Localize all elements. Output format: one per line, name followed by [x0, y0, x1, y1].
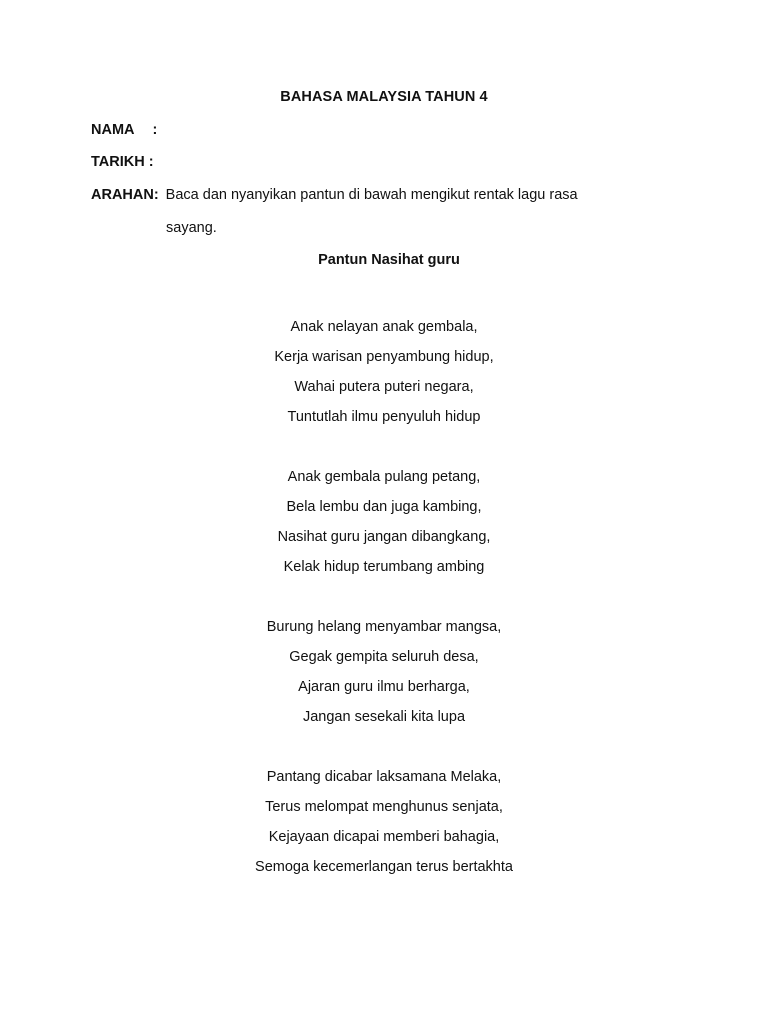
poem-title: Pantun Nasihat guru [318, 252, 460, 268]
poem-line: Anak gembala pulang petang, [287, 469, 481, 485]
poem-line: Anak nelayan anak gembala, [290, 319, 478, 335]
poem-line: Terus melompat menghunus senjata, [265, 799, 503, 815]
poem-body [0, 316, 768, 916]
poem-line: Burung helang menyambar mangsa, [266, 619, 502, 635]
tarikh-field [91, 154, 154, 170]
nama-colon: : [152, 122, 158, 138]
poem-line: Wahai putera puteri negara, [294, 379, 474, 395]
stanza-1 [0, 316, 768, 436]
stanza-4 [0, 766, 768, 886]
nama-label: NAMA [91, 122, 135, 138]
instruction-label: ARAHAN: [91, 187, 159, 203]
instruction-text: Baca dan nyanyikan pantun di bawah mengikut rentak lagu rasa [165, 187, 578, 203]
poem-line: Kelak hidup terumbang ambing [283, 559, 485, 575]
poem-line: Tuntutlah ilmu penyuluh hidup [287, 409, 481, 425]
instruction-continuation: sayang. [166, 220, 217, 236]
tarikh-label: TARIKH : [91, 154, 154, 170]
poem-line: Pantang dicabar laksamana Melaka, [266, 769, 502, 785]
document-title: BAHASA MALAYSIA TAHUN 4 [280, 89, 488, 105]
stanza-2 [0, 466, 768, 586]
poem-line: Bela lembu dan juga kambing, [286, 499, 482, 515]
poem-line: Kejayaan dicapai memberi bahagia, [268, 829, 500, 845]
nama-field [91, 122, 157, 138]
poem-line: Nasihat guru jangan dibangkang, [277, 529, 491, 545]
instruction [91, 187, 578, 203]
poem-line: Kerja warisan penyambung hidup, [274, 349, 494, 365]
poem-line: Semoga kecemerlangan terus bertakhta [255, 859, 513, 875]
stanza-3 [0, 616, 768, 736]
poem-line: Ajaran guru ilmu berharga, [298, 679, 470, 695]
poem-line: Gegak gempita seluruh desa, [289, 649, 479, 665]
poem-line: Jangan sesekali kita lupa [302, 709, 466, 725]
